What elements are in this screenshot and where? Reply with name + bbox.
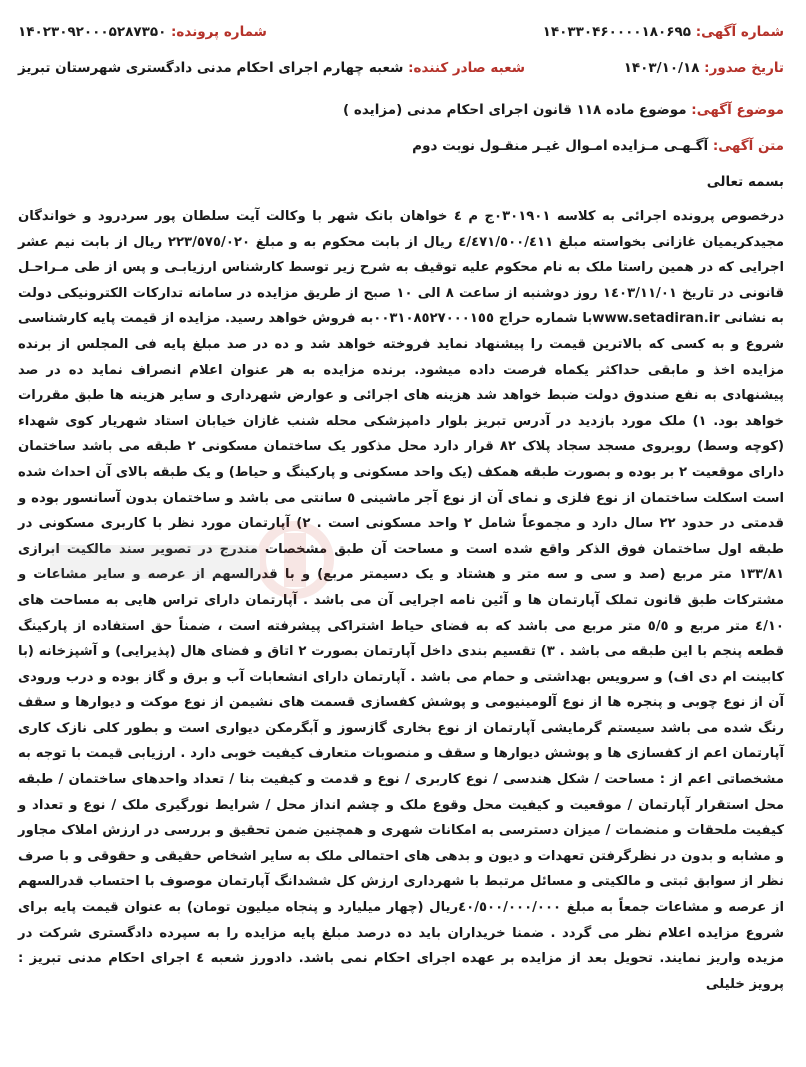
issuer-label: شعبه صادر کننده: (408, 60, 526, 76)
case-number-label: شماره پرونده: (171, 24, 267, 40)
body-title-label: متن آگهی: (712, 138, 784, 154)
notice-body-text: درخصوص پرونده اجرائی به کلاسه ۰۳۰۱۹۰۱ج م ٤ خواهان بانک شهر با وکالت آیت سلطان پور سردرود و خواندگان مجیدکریمیان غازانی بخواسته مبلغ ٤/٤٧١/٥٠٠/٤١١ ریال از بابت محکوم به و مبلغ ٢٢٣/٥٧٥/٠٢٠ ریال از بابت نیم عشر اجرایی که در همین راستا ملک به نام محکوم علیه توقیف به شرح زیر توسط کارشناس ارزیابـی و پس از طی مـراحـل قانونی در تاریخ ١٤٠٣/١١/٠١ روز دوشنبه از ساعت ٨ الی ١٠ صبح از طریق مزایده در سامانه تدارکات الکترونیکی دولت به نشانی www.setadiran.irبا شماره حراج ٠٠٣١٠٨٥٢٧٠٠٠١٥٥به فروش خواهد رسید. مزایده از قیمت پایه کارشناسی شروع و به کسی که بالاترین قیمت را پیشنهاد نماید فروخته خواهد شد و ده در صد مبلغ پایه فی المجلس از برنده مزایده اخذ و مابقی حداکثر یکماه فرصت داده میشود. برنده مزایده به هر عنوان اعلام انصراف نماید ده در صد پیشنهادی به نفع صندوق دولت ضبط خواهد شد هزینه های اجرائی و عوارض شهرداری و سایر هزینه ها طبق مقررات خواهد بود. ١) ملک مورد بازدید در آدرس تبریز بلوار دامپزشکی محله شنب غازان خیابان استاد شهریار کوی شهداء (کوچه وسط) روبروی مسجد سجاد پلاک ٨٢ قرار دارد محل مذکور یک ساختمان مسکونی ٢ طبقه می باشد ساختمان دارای موقعیت ٢ بر بوده و بصورت طبقه همکف (یک واحد مسکونی و پارکینگ و حیاط) و یک طبقه بالای آن احداث شده است اسکلت ساختمان از نوع فلزی و نمای آن از نوع آجر ماشینی ٥ سانتی می باشد و ساختمان بدون آسانسور بوده و قدمتی در حدود ٢٢ سال دارد و مجموعاً شامل ٢ واحد مسکونی است . ٢) آپارتمان مورد نظر با کاربری مسکونی در طبقه اول ساختمان فوق الذکر واقع شده است و مساحت آن طبق مشخصات مندرج در تصویر سند مالکیت ابرازی ١٣٣/٨١ متر مربع (صد و سی و سه متر و هشتاد و یک دسیمتر مربع) و با قدرالسهم از عرصه و سایر مشاعات و مشترکات طبق قانون تملک آپارتمان ها و آئین نامه اجرایی آن می باشد . آپارتمان دارای تراس هایی به مساحت های ٤/١٠ متر مربع و ٥/٥ متر مربع می باشد که به فضای حیاط اشتراکی پیشرفته است ، ضمناً حق استفاده از پارکینگ قطعه پنجم با این طبقه می باشد . ٣) تقسیم بندی داخل آپارتمان بصورت ٢ اتاق و فضای هال (پذیرایی) و آشپزخانه (با کابینت ام دی اف) و سرویس بهداشتی و حمام می باشد . آپارتمان دارای انشعابات آب و برق و گاز بوده و درب ورودی آن از نوع چوبی و پنجره ها از نوع آلومینیومی و پوشش کفسازی قسمت های نشیمن از نوع موکت و دیوارها و سقف رنگ شده می باشد سیستم گرمایشی آپارتمان از نوع بخاری گازسوز و آبگرمکن دیواری است و بطور کلی نازک کاری آپارتمان اعم از کفسازی ها و پوشش دیوارها و سقف و منصوبات متعارف کیفیت خوبی دارد . ارزیابی قیمت با توجه به مشخصاتی اعم از : مساحت / شکل هندسی / نوع کاربری / نوع و قدمت و کیفیت بنا / تعداد واحدهای ساختمان / طبقه محل استقرار آپارتمان / موقعیت و کیفیت محل وقوع ملک و چشم انداز محل / شرایط نورگیری ملک / نوع و تعداد و کیفیت ملحقات و منضمات / میزان دسترسی به امکانات شهری و همچنین ضمن تحقیق و بررسی در ارزش املاک مجاور و مشابه و بدون در نظرگرفتن تعهدات و دیون و بدهی های احتمالی ملک به سایر اشخاص حقیقی و حقوقی و با صرف نظر از سوابق ثبتی و مالکیتی و مسائل مرتبط با شهرداری ارزش کل ششدانگ آپارتمان موصوف با احتساب قدرالسهم از عرصه و مشاعات جمعاً به مبلغ ٤٠/٥٠٠/٠٠٠/٠٠٠ریال (چهار میلیارد و پنجاه میلیون تومان) به عنوان قیمت پایه برای شروع مزایده اعلام نظر می گردد . ضمنا خریداران باید ده درصد مبلغ پایه مزایده را به سپرده دادگستری شرکت در مزیده واریز نمایند. تحویل بعد از مزایده بر عهده اجرای احکام نمی باشد. دادورز شعبه ٤ اجرای احکام مدنی تبریز : پرویز خلیلی (18, 209, 785, 992)
body-title-row (18, 138, 784, 154)
subject-value: موضوع ماده ۱۱۸ قانون اجرای احکام مدنی (مزایده ) (343, 102, 687, 118)
ad-number (543, 24, 784, 40)
ad-number-label: شماره آگهی: (695, 24, 784, 40)
issue-date (624, 60, 784, 76)
issue-date-value: ۱۴۰۳/۱۰/۱۸ (623, 60, 700, 76)
issuer (18, 60, 525, 76)
body-title-value: آگـهـی مـزایده امـوال غیـر منقـول نوبت دوم (412, 138, 709, 154)
meta-row-2 (18, 60, 784, 76)
opening-line: بسمه تعالی (706, 174, 784, 190)
meta-row-1 (18, 24, 784, 40)
issuer-value: شعبه چهارم اجرای احکام مدنی دادگستری شهرستان تبریز (18, 60, 404, 76)
case-number (18, 24, 267, 40)
ad-number-value: ۱۴۰۳۳۰۴۶۰۰۰۰۱۸۰۶۹۵ (542, 24, 691, 40)
subject-label: موضوع آگهی: (691, 102, 784, 118)
issue-date-label: تاریخ صدور: (704, 60, 784, 76)
case-number-value: ۱۴۰۲۳۰۹۲۰۰۰۵۲۸۷۳۵۰ (18, 24, 167, 40)
subject-row (18, 102, 784, 118)
